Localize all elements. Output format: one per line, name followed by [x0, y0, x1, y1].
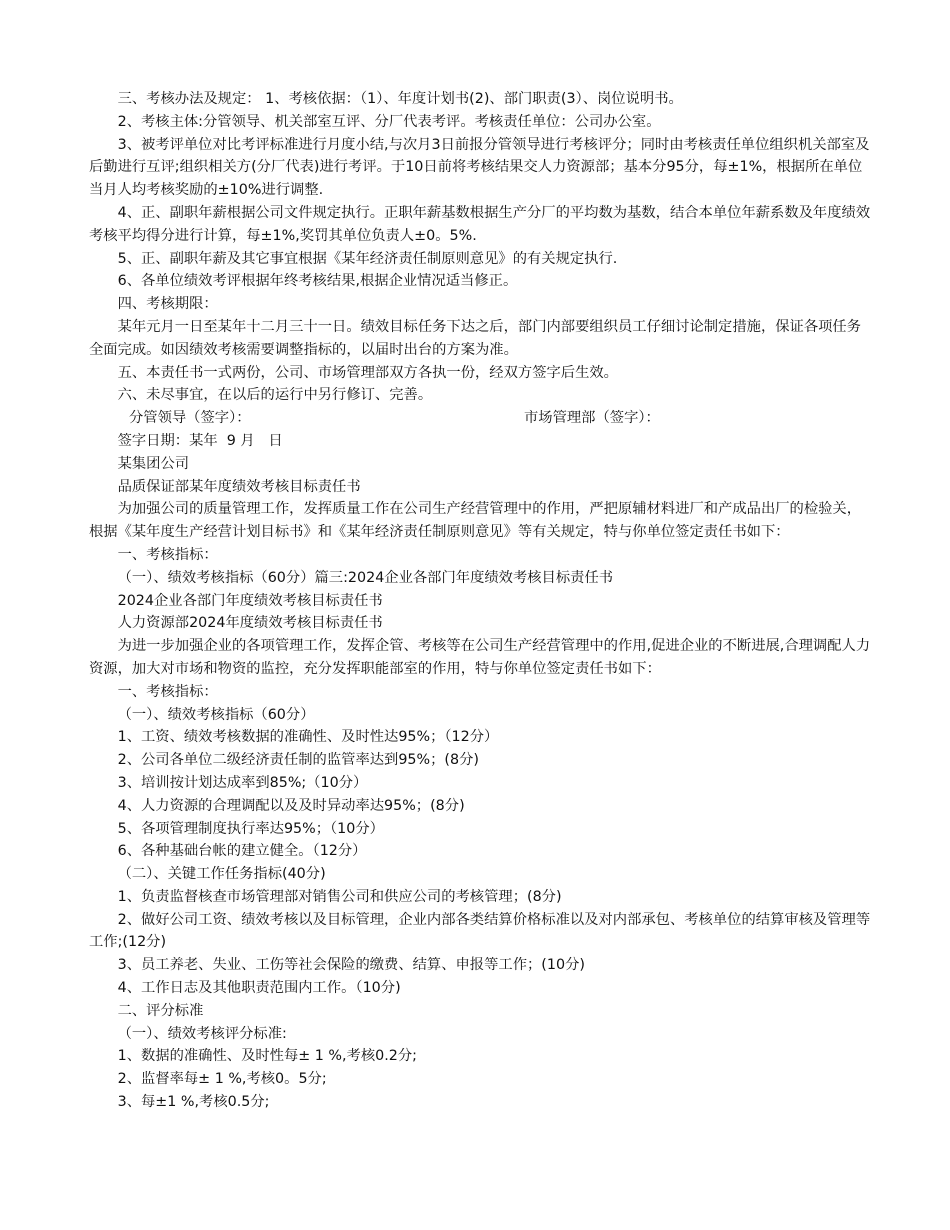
paragraph: 五、本责任书一式两份，公司、市场管理部双方各执一份，经双方签字后生效。	[117, 364, 618, 381]
section-heading: 四、考核期限：	[117, 296, 218, 313]
document-title: 品质保证部某年度绩效考核目标责任书	[117, 478, 361, 495]
paragraph: 六、未尽事宜，在以后的运行中另行修订、完善。	[117, 387, 433, 404]
list-item: 2、公司各单位二级经济责任制的监管率达到95%；(8分)	[117, 752, 479, 769]
document-title: 人力资源部2024年度绩效考核目标责任书	[117, 615, 383, 632]
paragraph: 5、正、副职年薪及其它事宜根据《某年经济责任制原则意见》的有关规定执行.	[117, 250, 618, 267]
subsection-heading: （二）、关键工作任务指标(40分)	[117, 866, 326, 883]
list-item: 5、各项管理制度执行率达95%；（10分）	[117, 820, 384, 837]
section-2	[89, 430, 874, 1114]
list-item: 6、各种基础台帐的建立健全。（12分）	[117, 843, 367, 860]
paragraph: 为加强公司的质量管理工作，发挥质量工作在公司生产经营管理中的作用，严把原辅材料进厂和产成品出厂的检验关，根据《某年度生产经营计划目标书》和《某年经济责任制原则意见》等有关规定，特与你单位签定责任书如下：	[89, 501, 862, 541]
paragraph: 三、考核办法及规定： 1、考核依据：（1）、年度计划书(2)、部门职责(3）、岗位说明书。	[117, 91, 683, 107]
list-item: 3、每±1 %,考核0.5分;	[117, 1094, 270, 1111]
signature-row	[89, 407, 874, 430]
signature-right-label: 市场管理部（签字）：	[524, 410, 660, 427]
section-heading: 一、考核指标：	[117, 546, 218, 563]
list-item: 1、负责监督核查市场管理部对销售公司和供应公司的考核管理；(8分)	[117, 888, 562, 905]
company-name: 某集团公司	[117, 455, 190, 472]
paragraph: 4、正、副职年薪根据公司文件规定执行。正职年薪基数根据生产分厂的平均数为基数，结合本单位年薪系数及年度绩效考核平均得分进行计算，每±1%,奖罚其单位负责人±0。5%.	[89, 204, 871, 244]
subsection-heading: （一）、绩效考核指标（60分）	[117, 706, 315, 723]
paragraph: 6、各单位绩效考评根据年终考核结果,根据企业情况适当修正。	[117, 273, 518, 290]
list-item: 1、工资、绩效考核数据的准确性、及时性达95%；（12分）	[117, 729, 499, 746]
section-heading: 一、考核指标：	[117, 683, 218, 700]
paragraph: 某年元月一日至某年十二月三十一日。绩效目标任务下达之后，部门内部要组织员工仔细讨论制定措施，保证各项任务全面完成。如因绩效考核需要调整指标的，以届时出台的方案为准。	[89, 318, 862, 358]
list-item: 2、做好公司工资、绩效考核以及目标管理，企业内部各类结算价格标准以及对内部承包、考核单位的结算审核及管理等工作;(12分)	[89, 911, 871, 951]
section-1	[89, 88, 874, 407]
signature-date: 签字日期：某年 9 月 日	[117, 432, 283, 449]
subsection-heading: （一）、绩效考核评分标准:	[117, 1025, 287, 1042]
list-item: 2、监督率每± 1 %,考核0。5分;	[117, 1071, 327, 1088]
paragraph: 3、被考评单位对比考评标准进行月度小结,与次月3日前报分管领导进行考核评分；同时由考核责任单位组织机关部室及后勤进行互评;组织相关方(分厂代表)进行考评。于10日前将考核结果交人力资源部；基本分95分，每±1%，根据所在单位当月人均考核奖励的±10%进行调整.	[89, 136, 870, 199]
document-title: 2024企业各部门年度绩效考核目标责任书	[117, 592, 383, 609]
section-heading: 二、评分标准	[117, 1002, 204, 1019]
list-item: 1、数据的准确性、及时性每± 1 %,考核0.2分;	[117, 1048, 417, 1065]
list-item: 3、培训按计划达成率到85%;（10分）	[117, 774, 368, 791]
paragraph: 为进一步加强企业的各项管理工作，发挥企管、考核等在公司生产经营管理中的作用,促进企业的不断进展,合理调配人力资源，加大对市场和物资的监控，充分发挥职能部室的作用，特与你单位签定责任书如下：	[89, 638, 871, 677]
list-item: 4、人力资源的合理调配以及及时异动率达95%；(8分)	[117, 797, 465, 814]
signature-left-label: 分管领导（签字）：	[129, 410, 251, 427]
list-item: 4、工作日志及其他职责范围内工作。（10分)	[117, 980, 401, 997]
list-item: 3、员工养老、失业、工伤等社会保险的缴费、结算、申报等工作；(10分)	[117, 957, 585, 974]
paragraph: 2、考核主体:分管领导、机关部室互评、分厂代表考评。考核责任单位：公司办公室。	[117, 113, 661, 130]
document-page	[89, 88, 874, 1114]
paragraph: （一）、绩效考核指标（60分）篇三:2024企业各部门年度绩效考核目标责任书	[117, 569, 614, 586]
